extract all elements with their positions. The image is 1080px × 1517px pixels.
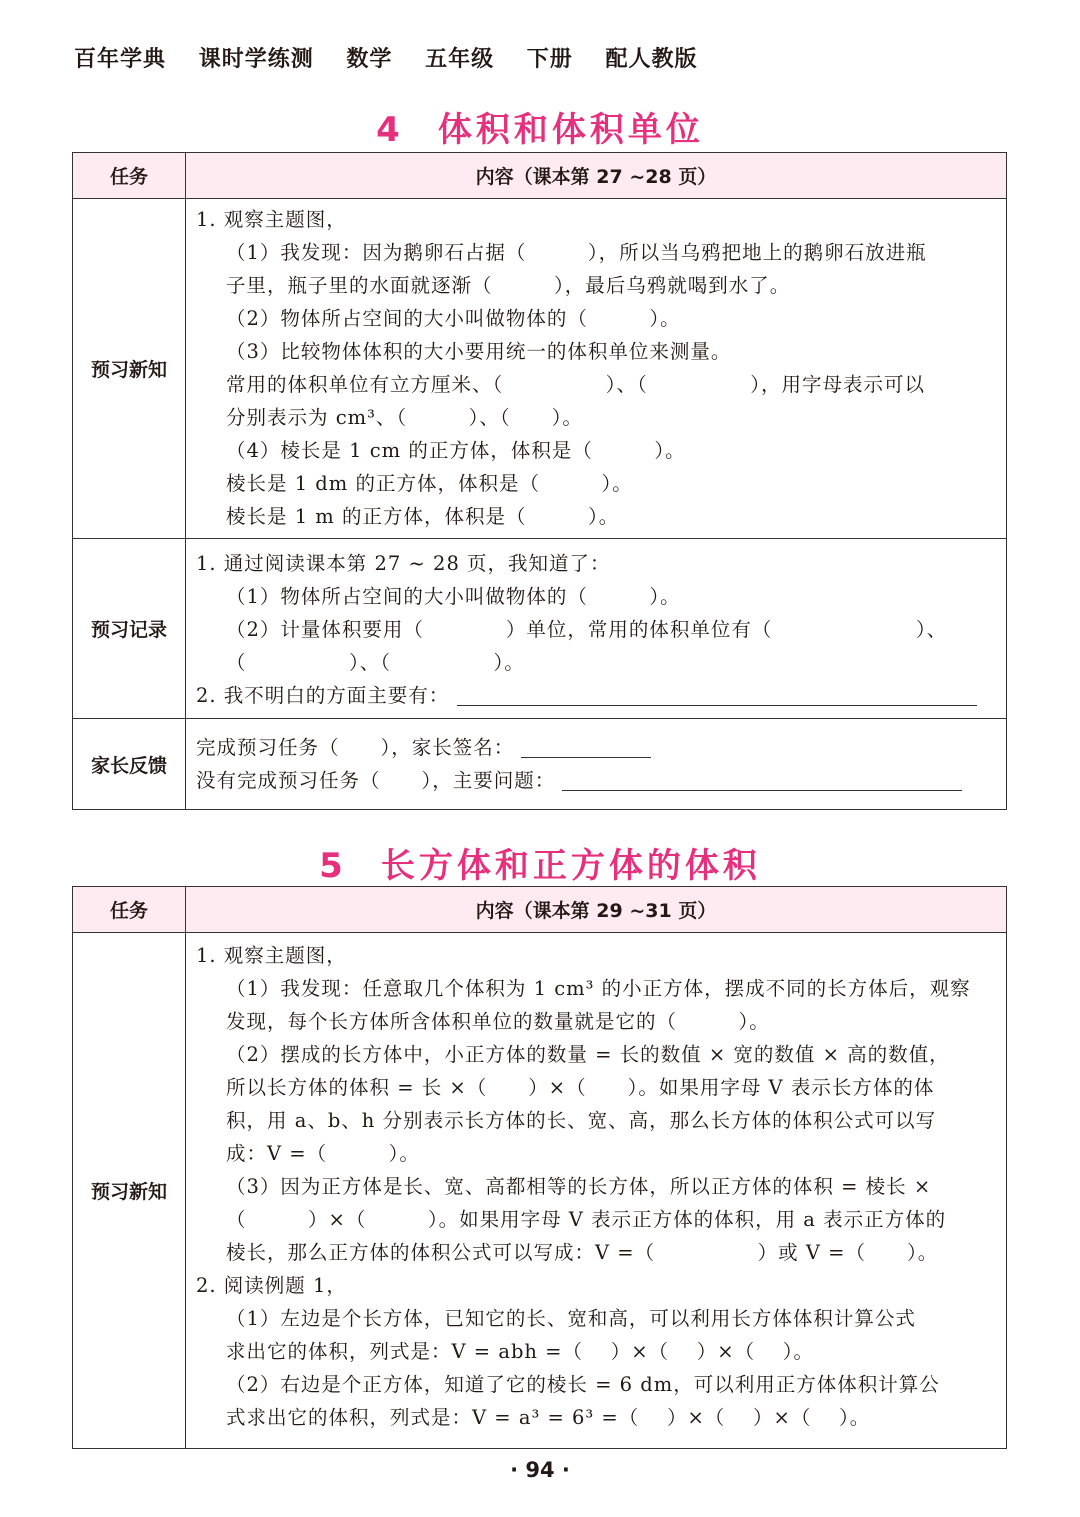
feedback-text: 完成预习任务（ ），家长签名： [196,736,515,759]
header-subject: 数学 [346,47,393,72]
section-5-table [72,886,1007,1449]
row-label: 预习新知 [73,199,186,538]
text-line [196,731,998,764]
text-line: （1）我发现：任意取几个体积为 1 cm³ 的小正方体，摆成不同的长方体后，观察 [226,977,971,1000]
text-line: 发现，每个长方体所含体积单位的数量就是它的（ ）。 [226,1010,770,1033]
header-edition: 配人教版 [605,47,698,72]
text-line: （1）物体所占空间的大小叫做物体的（ ）。 [226,585,681,608]
text-line: （2）计量体积要用（ ）单位，常用的体积单位有（ ）、 [226,618,948,641]
signature-line[interactable] [521,735,651,758]
content-header: 内容（课本第 27 ~28 页） [186,153,1006,198]
table-header-row [73,887,1006,933]
header-volume: 下册 [526,47,573,72]
row-label: 预习记录 [73,539,186,718]
text-line: 积，用 a、b、h 分别表示长方体的长、宽、高，那么长方体的体积公式可以写 [226,1109,937,1132]
row-label: 预习新知 [73,933,186,1448]
text-line: 式求出它的体积，列式是：V = a³ = 6³ =（ ）×（ ）×（ ）。 [226,1406,871,1429]
header-series: 课时学练测 [198,47,314,72]
text-line: 1. 通过阅读课本第 27 ~ 28 页，我知道了： [196,552,611,575]
text-line: （2）物体所占空间的大小叫做物体的（ ）。 [226,307,681,330]
answer-line[interactable] [457,683,977,706]
row-content [186,539,1006,718]
text-line: 棱长是 1 dm 的正方体，体积是（ ）。 [226,472,633,495]
section-5-heading: 长方体和正方体的体积 [380,846,761,886]
row-content [186,719,1006,809]
row-label: 家长反馈 [73,719,186,809]
text-line: （4）棱长是 1 cm 的正方体，体积是（ ）。 [226,439,686,462]
text-line: 分别表示为 cm³、（ ）、（ ）。 [226,406,583,429]
text-line: 子里，瓶子里的水面就逐渐（ ），最后乌鸦就喝到水了。 [226,274,791,297]
task-header: 任务 [73,887,186,932]
text-line: 棱长，那么正方体的体积公式可以写成：V =（ ）或 V =（ ）。 [226,1241,939,1264]
text-line: （1）左边是个长方体，已知它的长、宽和高，可以利用长方体体积计算公式 [226,1307,916,1330]
text-line [196,764,998,797]
problem-line[interactable] [562,768,962,791]
text-line: （ ）、（ ）。 [226,651,525,674]
header-brand: 百年学典 [74,47,167,72]
text-line: （3）因为正方体是长、宽、高都相等的长方体，所以正方体的体积 = 棱长 × [226,1175,932,1198]
text-line: 常用的体积单位有立方厘米、（ ）、（ ），用字母表示可以 [226,373,926,396]
feedback-text: 没有完成预习任务（ ），主要问题： [196,769,556,792]
table-row [73,199,1006,539]
header [74,42,721,73]
question-text: 2. 我不明白的方面主要有： [196,684,450,707]
row-content [186,199,1006,538]
content-header: 内容（课本第 29 ~31 页） [186,887,1006,932]
text-line: 成：V =（ ）。 [226,1142,420,1165]
text-line [196,679,998,712]
table-row [73,719,1006,809]
text-line: 棱长是 1 m 的正方体，体积是（ ）。 [226,505,620,528]
text-line: （2）右边是个正方体，知道了它的棱长 = 6 dm，可以利用正方体体积计算公 [226,1373,940,1396]
page-number: · 94 · [510,1458,570,1482]
header-grade: 五年级 [425,47,495,72]
text-line: （3）比较物体体积的大小要用统一的体积单位来测量。 [226,340,732,363]
section-5-title [0,838,1080,887]
table-row [73,539,1006,719]
text-line: （1）我发现：因为鹅卵石占据（ ），所以当乌鸦把地上的鹅卵石放进瓶 [226,241,927,264]
table-row [73,933,1006,1448]
text-line: （2）摆成的长方体中，小正方体的数量 = 长的数值 × 宽的数值 × 高的数值， [226,1043,950,1066]
section-4-table [72,152,1007,810]
section-4-number: 4 [376,110,404,150]
table-header-row [73,153,1006,199]
section-4-title [0,102,1080,151]
task-header: 任务 [73,153,186,198]
section-5-number: 5 [319,846,347,886]
text-line: （ ）×（ ）。如果用字母 V 表示正方体的体积，用 a 表示正方体的 [226,1208,947,1231]
text-line: 所以长方体的体积 = 长 ×（ ）×（ ）。如果用字母 V 表示长方体的体 [226,1076,935,1099]
section-4-heading: 体积和体积单位 [437,110,704,150]
row-content [186,933,1006,1448]
text-line: 1. 观察主题图， [196,208,347,231]
text-line: 2. 阅读例题 1， [196,1274,347,1297]
text-line: 求出它的体积，列式是：V = abh =（ ）×（ ）×（ ）。 [226,1340,815,1363]
text-line: 1. 观察主题图， [196,944,347,967]
